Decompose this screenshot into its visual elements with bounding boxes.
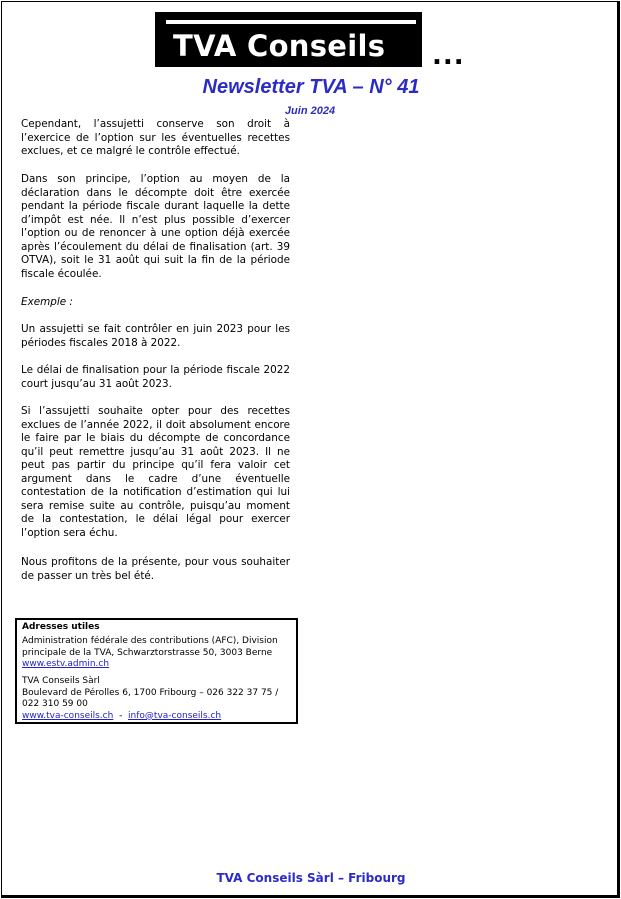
- newsletter-title: Newsletter TVA – N° 41: [202, 76, 420, 98]
- paragraph-text: Le délai de finalisation pour la période fiscale 2022 court jusqu’au 31 août 2023.: [21, 364, 290, 390]
- paragraph-text: Un assujetti se fait contrôler en juin 2023 pour les périodes fiscales 2018 à 2022.: [21, 323, 290, 349]
- paragraph-6: [21, 556, 290, 583]
- paragraph-2: [21, 173, 290, 281]
- tva-conseils-address: [22, 676, 290, 722]
- logo-rule: [166, 20, 416, 24]
- paragraph-3: [21, 323, 290, 350]
- paragraph-text: Si l’assujetti souhaite opter pour des recettes exclues de l’année 2022, il doit absolument encore le faire par le biais du décompte de concordance qu’il peut remettre jusqu’au 31 août 2023. Il ne peut pas partir du principe qu’il fera valoir cet argument dans le cadre d’une éventuelle contestation de la notification d’estimation qui lui sera remise suite au contrôle, puisqu’au moment de la contestation, le délai légal pour exercer l’option sera échu.: [21, 405, 290, 539]
- company-address: Boulevard de Pérolles 6, 1700 Fribourg – 026 322 37 75 / 022 310 59 00: [22, 687, 279, 710]
- paragraph-4: [21, 364, 290, 391]
- company-name: TVA Conseils Sàrl: [22, 676, 100, 686]
- link-separator: -: [119, 710, 123, 721]
- example-label: Exemple :: [21, 296, 73, 308]
- newsletter-date: Juin 2024: [284, 105, 336, 117]
- afc-website-link[interactable]: www.estv.admin.ch: [22, 659, 110, 670]
- paragraph-text: Dans son principe, l’option au moyen de la déclaration dans le décompte doit être exercée pendant la période fiscale durant laquelle la dette d’impôt est née. Il n’est plus possible d’exercer l’option ou de renoncer à une option déjà exercée après l’écoulement du délai de finalisation (art. 39 OTVA), soit le 31 août qui suit la fin de la période fiscale écoulée.: [21, 173, 290, 280]
- paragraph-text: Nous profitons de la présente, pour vous souhaiter de passer un très bel été.: [21, 556, 290, 582]
- afc-text: Administration fédérale des contributions (AFC), Division principale de la TVA, Schwarztorstrasse 50, 3003 Berne: [22, 636, 278, 658]
- afc-address: [22, 636, 290, 671]
- logo-ellipsis: ...: [432, 41, 465, 71]
- logo-text: TVA Conseils: [173, 29, 386, 63]
- logo: [155, 12, 422, 67]
- paragraph-1: [21, 118, 290, 159]
- paragraph-5: [21, 405, 290, 540]
- paragraph-text: Cependant, l’assujetti conserve son droit à l’exercice de l’option sur les éventuelles recettes exclues, et ce malgré le contrôle effectué.: [21, 118, 290, 157]
- useful-addresses-box: [15, 618, 298, 724]
- addresses-heading: Adresses utiles: [22, 622, 100, 632]
- company-website-link[interactable]: www.tva-conseils.ch: [22, 710, 114, 721]
- company-email-link[interactable]: info@tva-conseils.ch: [128, 710, 222, 721]
- footer-text: TVA Conseils Sàrl – Fribourg: [216, 871, 406, 885]
